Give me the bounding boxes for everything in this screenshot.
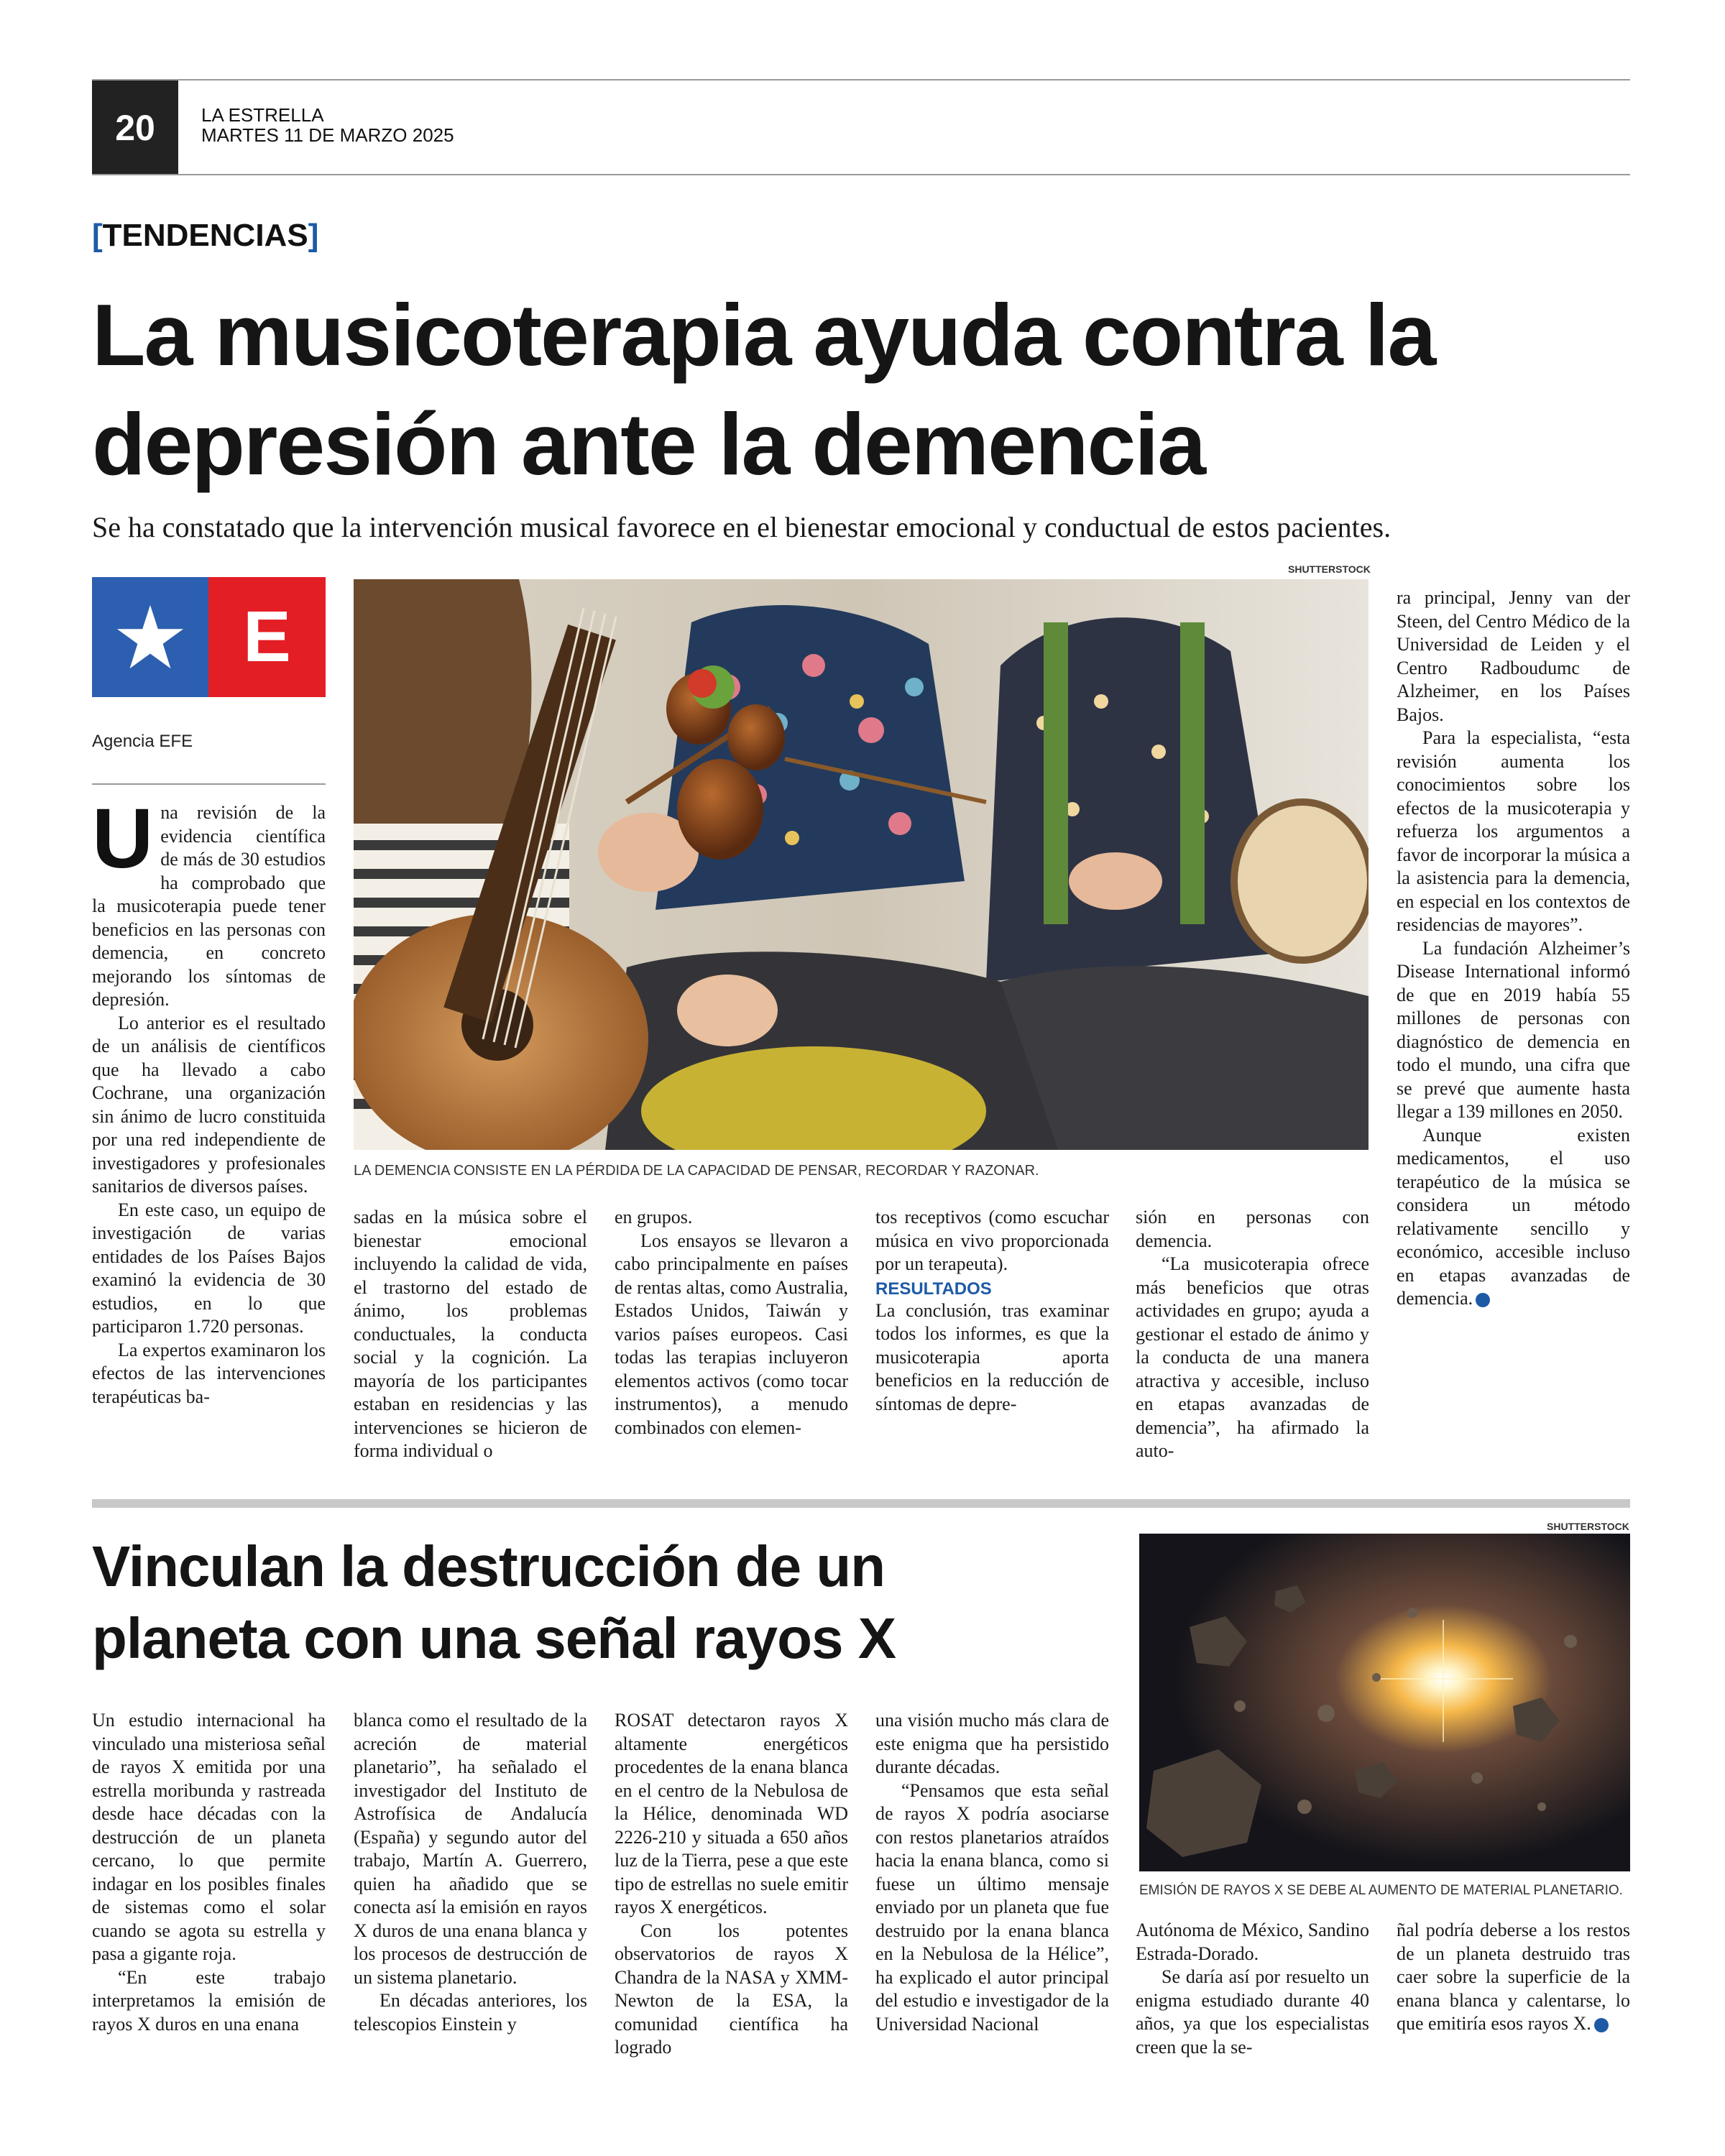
article1-column-5 — [1136, 1206, 1369, 1463]
article-end-icon — [1594, 2018, 1609, 2032]
logo-letter: E — [208, 577, 326, 697]
final-paragraph-text: Aunque existen medicamentos, el uso terapéutico de la música se considera un método relativamente sencillo y económico, accesible incluso en etapas avanzadas de demencia. — [1397, 1124, 1630, 1309]
article1-column-6 — [1397, 586, 1630, 1311]
paragraph: Un estudio internacional ha vinculado una misteriosa señal de rayos X emitida por una estrella moribunda y rastreada desde hace décadas con la destrucción de un planeta cercano, lo que permite indagar en los posibles finales de sistemas como el solar cuando se agota su estrella y pasa a gigante roja. — [92, 1710, 326, 1964]
article-separator — [92, 1499, 1630, 1508]
photo-credit: SHUTTERSTOCK — [1288, 563, 1371, 575]
paragraph: Se daría así por resuelto un enigma estudiado durante 40 años, ya que los especialistas creen que la se- — [1136, 1966, 1369, 2058]
paragraph: ROSAT detectaron rayos X altamente energéticos procedentes de la enana blanca en el centro de la Nebulosa de la Hélice, denominada WD 2226-210 y situada a 650 años luz de la Tierra, pese a que este tipo de estrellas no suele emitir rayos X energéticos. — [615, 1710, 848, 1917]
article1-column-1 — [92, 791, 326, 1409]
article1-column-4 — [875, 1206, 1109, 1416]
article-end-icon — [1476, 1293, 1490, 1307]
paragraph: sión en personas con demencia. — [1136, 1207, 1369, 1251]
article2-column-2 — [354, 1709, 587, 2036]
photo-credit: SHUTTERSTOCK — [1547, 1521, 1629, 1532]
article2-column-4 — [875, 1709, 1109, 2036]
final-paragraph-text: ñal podría deberse a los restos de un planeta destruido tras caer sobre la superficie de la enana blanca y calentarse, lo que emitiría esos rayos X. — [1397, 1920, 1630, 2034]
paragraph: En décadas anteriores, los telescopios Einstein y — [354, 1990, 587, 2035]
article1-column-2 — [354, 1206, 587, 1463]
paragraph: en grupos. — [615, 1207, 693, 1227]
article-photo-music-therapy — [354, 579, 1368, 1150]
section-tag-label: TENDENCIAS — [102, 218, 308, 253]
paragraph: Autónoma de México, Sandino Estrada-Dorado. — [1136, 1920, 1369, 1964]
paragraph — [1397, 1124, 1630, 1311]
photo-caption: LA DEMENCIA CONSISTE EN LA PÉRDIDA DE LA CAPACIDAD DE PENSAR, RECORDAR Y RAZONAR. — [354, 1163, 1039, 1179]
paragraph: una visión mucho más clara de este enigma que ha persistido durante décadas. — [875, 1710, 1109, 1777]
paragraph: Lo anterior es el resultado de un análisis de científicos que ha llevado a cabo Cochrane, una organización sin ánimo de lucro constituida por una red independiente de investigadores y profesionales sanitarios de diversos países. — [92, 1012, 326, 1197]
star-icon — [115, 602, 185, 673]
issue-date: MARTES 11 DE MARZO 2025 — [201, 124, 454, 146]
paragraph: sadas en la música sobre el bienestar emocional incluyendo la calidad de vida, el trastorno del estado de ánimo, los problemas conductuales, la conducta social y la cognición. La mayoría de los participantes estaban en residencias y las intervenciones se hicieron de forma individual o — [354, 1207, 587, 1461]
section-tag: [TENDENCIAS] — [92, 218, 319, 253]
article2-column-3 — [615, 1709, 848, 2060]
byline-rule — [92, 783, 326, 785]
paragraph: tos receptivos (como escuchar música en vivo proporcionada por un terapeuta). — [875, 1207, 1109, 1274]
article-subheadline: Se ha constatado que la intervención musical favorece en el bienestar emocional y conductual de estos pacientes. — [92, 511, 1392, 543]
article2-column-6 — [1397, 1919, 1630, 2036]
paragraph: La expertos examinaron los efectos de las intervenciones terapéuticas ba- — [92, 1339, 326, 1407]
drop-cap: U — [92, 791, 154, 886]
paragraph: En este caso, un equipo de investigación de varias entidades de los Países Bajos examinó la evidencia de 30 estudios, en lo que participaron 1.720 personas. — [92, 1199, 326, 1337]
paragraph: Para la especialista, “esta revisión aumenta los conocimientos sobre los efectos de la musicoterapia y refuerza los argumentos a favor de incorporar la música a la asistencia para la demencia, en especial en los contextos de residencias de mayores”. — [1397, 727, 1630, 935]
paragraph: “Pensamos que esta señal de rayos X podría asociarse con restos planetarios atraídos hacia la enana blanca, como si fuese un último mensaje enviado por un planeta que fue destruido por la enana blanca en la Nebulosa de la Hélice”, ha explicado el autor principal del estudio e investigador de la Universidad Nacional — [875, 1779, 1109, 2035]
agency-logo — [92, 577, 326, 697]
headline-line-2: planeta con una señal rayos X — [92, 1606, 896, 1670]
paragraph — [1397, 1919, 1630, 2036]
paragraph: La conclusión, tras examinar todos los informes, es que la musicoterapia aporta beneficios en la reducción de síntomas de depre- — [875, 1299, 1109, 1414]
paragraph: “La musicoterapia ofrece más beneficios que otras actividades en grupo; ayuda a gestionar el estado de ánimo y la conducta de una manera atractiva y accesible, incluso en etapas avanzadas de demencia”, ha afirmado la auto- — [1136, 1253, 1369, 1461]
paragraph: ra principal, Jenny van der Steen, del Centro Médico de la Universidad de Leiden y el Centro Radboudumc de Alzheimer, en los Países Bajos. — [1397, 587, 1630, 725]
headline-line-2: depresión ante la demencia — [92, 395, 1205, 493]
paragraph: Los ensayos se llevaron a cabo principalmente en países de rentas altas, como Australia, Estados Unidos, Taiwán y varios países europeos. Casi todas las terapias incluyeron elementos activos (como tocar instrumentos), a menudo combinados con elemen- — [615, 1230, 848, 1438]
newspaper-name: LA ESTRELLA — [201, 104, 324, 126]
article2-headline — [92, 1531, 1127, 1674]
photo-caption: EMISIÓN DE RAYOS X SE DEBE AL AUMENTO DE MATERIAL PLANETARIO. — [1139, 1883, 1623, 1898]
section-subhead: RESULTADOS — [875, 1279, 992, 1299]
article-headline — [92, 280, 1644, 499]
article2-column-5 — [1136, 1919, 1369, 2059]
headline-line-1: La musicoterapia ayuda contra la — [92, 286, 1435, 384]
paragraph: blanca como el resultado de la acreción de material planetario”, ha señalado el investigador del Instituto de Astrofísica de Andalucía (España) y segundo autor del trabajo, Martín A. Guerrero, quien ha añadido que se conecta así la emisión en rayos X duros de una enana blanca y los procesos de destrucción de un sistema planetario. — [354, 1710, 587, 1988]
article1-column-3 — [615, 1206, 848, 1439]
article2-column-1 — [92, 1709, 326, 2036]
paragraph: La fundación Alzheimer’s Disease International informó de que en 2019 había 55 millones de personas con diagnóstico de demencia en todo el mundo, una cifra que se prevé que aumente hasta llegar a 139 millones en 2050. — [1397, 937, 1630, 1122]
header-top-rule — [92, 79, 1630, 80]
paragraph: na revisión de la evidencia científica de más de 30 estudios ha comprobado que la musicoterapia puede tener beneficios en las personas con demencia, en concreto mejorando los síntomas de depresión. — [92, 802, 326, 1010]
asteroids-illustration — [1139, 1534, 1630, 1871]
music-therapy-illustration — [354, 579, 1368, 1150]
paragraph: Con los potentes observatorios de rayos X Chandra de la NASA y XMM-Newton de la ESA, la comunidad científica ha logrado — [615, 1920, 848, 2058]
byline: Agencia EFE — [92, 732, 193, 751]
masthead — [201, 105, 454, 145]
page-number: 20 — [92, 80, 178, 175]
header-bottom-rule — [92, 174, 1630, 175]
article-photo-asteroids — [1139, 1534, 1630, 1871]
headline-line-1: Vinculan la destrucción de un — [92, 1534, 886, 1598]
paragraph: “En este trabajo interpretamos la emisión de rayos X duros en una enana — [92, 1966, 326, 2035]
lead-paragraph — [92, 791, 326, 1012]
